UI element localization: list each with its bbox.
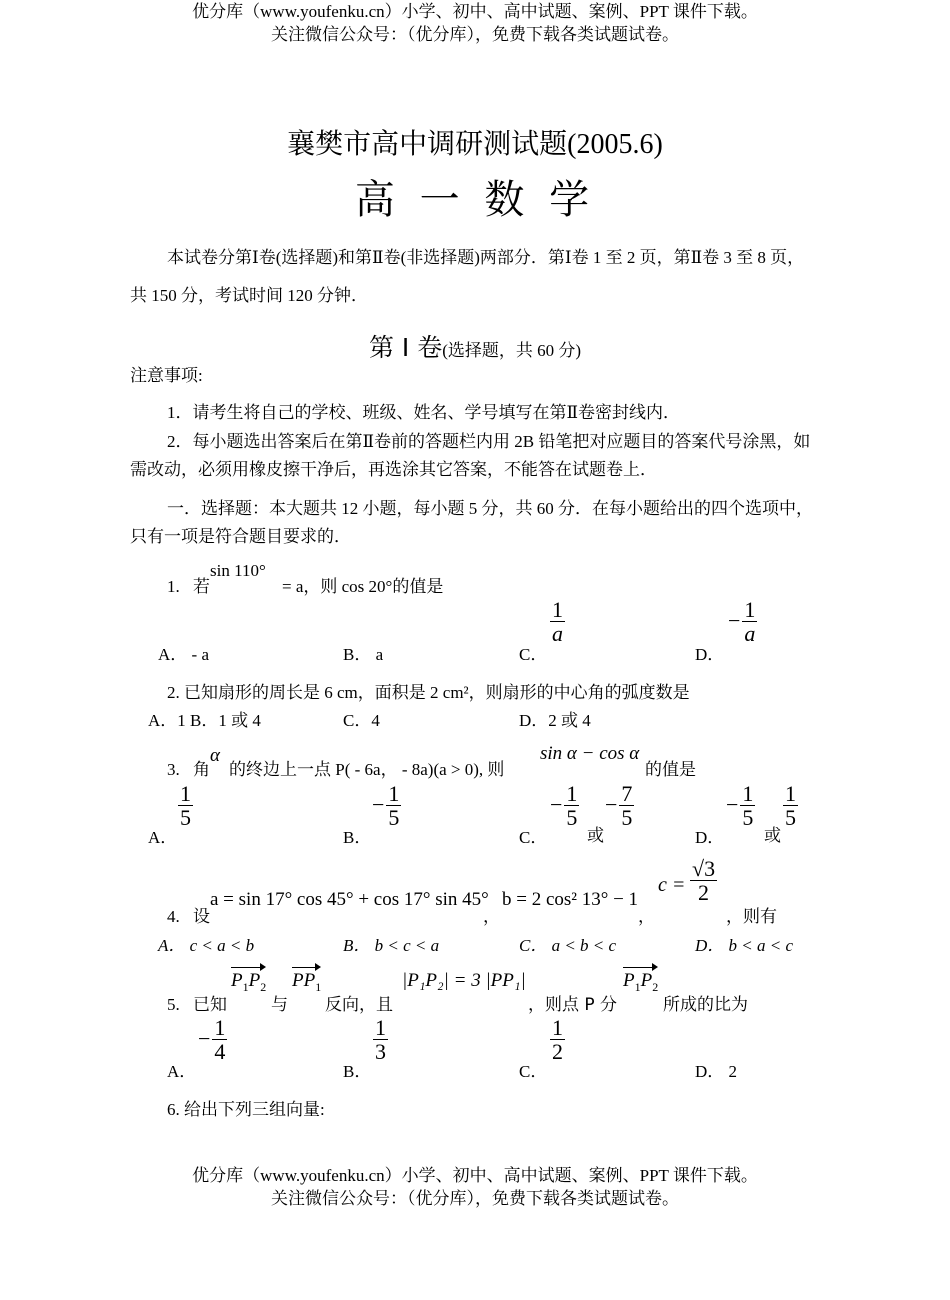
q1-option-d-fraction — [728, 598, 757, 645]
q4-comma-2: ， — [638, 907, 655, 926]
q5-option-b-label: B． — [343, 1062, 372, 1081]
fraction-numerator: 1 — [742, 781, 754, 806]
fraction-numerator: 1 — [566, 781, 578, 806]
notice-item-2a: 2．每小题选出答案后在第Ⅱ卷前的答题栏内用 2B 铅笔把对应题目的答案代号涂黑，如 — [167, 432, 811, 451]
fraction-denominator: 5 — [742, 805, 754, 831]
q4-option-c: C． a < b < c — [519, 936, 617, 955]
q3-option-c-fraction-1 — [550, 782, 579, 829]
fraction-denominator: 5 — [388, 805, 400, 831]
q4-prefix: 设 — [193, 907, 210, 927]
exam-title: 襄樊市高中调研测试题(2005.6) — [287, 129, 663, 160]
q4-option-b: B． b < c < a — [343, 936, 440, 955]
part-heading — [0, 333, 950, 363]
q5-abs-expression: |P₁P₂| = 3 |PP₁| — [402, 970, 526, 991]
subject-title: 高 一 数 学 — [354, 177, 596, 223]
q5-opposite: 反向，且 — [325, 995, 393, 1015]
q1-option-d-label: D． — [695, 645, 725, 664]
q3-prefix: 角 — [193, 760, 210, 780]
q1-option-a: A． - a — [158, 645, 209, 664]
fraction-numerator: √3 — [692, 856, 716, 881]
q1-option-c-label: C． — [519, 645, 548, 664]
q5-with: 与 — [271, 995, 288, 1015]
q5-option-d: D． 2 — [695, 1062, 738, 1081]
q5-vector-p1p2-b — [623, 970, 658, 994]
part-note: (选择题，共 60 分) — [442, 341, 582, 360]
q5-vector-p1p2 — [231, 970, 266, 994]
q1-number: 1. — [167, 577, 180, 596]
q5-then: ，则点 P 分 — [528, 995, 618, 1015]
q5-vector-pp1 — [292, 970, 321, 994]
q3-option-c-label: C． — [519, 828, 548, 847]
q3-number: 3. — [167, 760, 180, 779]
q3-option-a-fraction — [178, 782, 193, 829]
part-title: 第 Ⅰ 卷 — [368, 333, 443, 362]
fraction-numerator: 1 — [785, 781, 796, 806]
q5-number: 5. — [167, 995, 180, 1014]
q5-option-c-label: C． — [519, 1062, 548, 1081]
vector-pp1: $PP_1$ — [292, 970, 322, 994]
fraction-numerator: 7 — [621, 781, 633, 806]
minus-sign: − — [726, 792, 739, 818]
q1-fraction-numerator: sin 110° — [210, 561, 266, 580]
q4-option-a: A． c < a < b — [158, 936, 255, 955]
q4-comma-1: ， — [483, 907, 500, 926]
q6-stem: 6. 给出下列三组向量: — [167, 1100, 325, 1119]
fraction-denominator: 5 — [621, 805, 633, 831]
q4-option-d: D． b < a < c — [695, 936, 794, 955]
fraction-denominator: 5 — [180, 805, 191, 831]
minus-sign: − — [372, 792, 385, 818]
q3-option-c-fraction-2 — [605, 782, 634, 829]
q5-option-c-fraction — [550, 1016, 565, 1063]
q3-expression: sin α − cos α — [540, 743, 640, 764]
vector-p1p2: $P_1P_2$ — [623, 970, 659, 994]
q2-stem: 2. 已知扇形的周长是 6 cm，面积是 2 cm²，则扇形的中心角的弧度数是 — [167, 683, 690, 702]
fraction-numerator: 1 — [552, 597, 563, 622]
q3-option-b-fraction — [372, 782, 401, 829]
header-line-1: 优分库（www.youfenku.cn）小学、初中、高中试题、案例、PPT 课件下载。 — [192, 2, 758, 21]
q3-alpha: α — [210, 745, 220, 766]
section-1-line-1: 一．选择题：本大题共 12 小题，每小题 5 分，共 60 分．在每小题给出的四个选项中， — [167, 499, 813, 518]
q2-option-a-b: A．1 B．1 或 4 — [148, 711, 261, 730]
fraction-denominator: a — [744, 621, 756, 647]
fraction-numerator: 1 — [552, 1015, 563, 1040]
q1-option-c-fraction — [550, 598, 565, 645]
q4-c-fraction — [690, 857, 717, 904]
q3-option-c-or: 或 — [587, 826, 604, 846]
header-line-2: 关注微信公众号：（优分库），免费下载各类试题试卷。 — [271, 25, 679, 44]
fraction-denominator: a — [552, 621, 563, 647]
q2-option-d: D．2 或 4 — [519, 711, 591, 730]
q4-c-lhs: c = — [658, 874, 686, 896]
minus-sign: − — [605, 792, 618, 818]
q1-option-b: B． a — [343, 645, 384, 664]
minus-sign: − — [198, 1026, 211, 1052]
intro-line-2: 共 150 分，考试时间 120 分钟． — [130, 286, 368, 305]
q3-option-d-fraction-2 — [783, 782, 798, 829]
q3-suffix: 的值是 — [645, 760, 696, 780]
q4-suffix: ，则有 — [726, 907, 777, 927]
fraction-numerator: 1 — [214, 1015, 226, 1040]
q3-option-d-label: D． — [695, 828, 725, 847]
q5-prefix: 已知 — [193, 995, 227, 1015]
q3-option-a-label: A． — [148, 828, 178, 847]
fraction-denominator: 5 — [785, 805, 796, 831]
fraction-numerator: 1 — [744, 597, 756, 622]
notice-item-2b: 需改动，必须用橡皮擦干净后，再选涂其它答案，不能答在试题卷上． — [130, 460, 657, 479]
footer-line-1: 优分库（www.youfenku.cn）小学、初中、高中试题、案例、PPT 课件下载。 — [192, 1166, 758, 1185]
vector-p1p2: $P_1P_2$ — [231, 970, 267, 994]
fraction-denominator: 2 — [552, 1039, 563, 1065]
fraction-denominator: 2 — [698, 880, 710, 906]
q3-option-d-fraction-1 — [726, 782, 755, 829]
q5-option-b-fraction — [373, 1016, 388, 1063]
intro-line-1: 本试卷分第Ⅰ卷(选择题)和第Ⅱ卷(非选择题)两部分．第Ⅰ卷 1 至 2 页，第Ⅱ卷 3 至 8 页， — [167, 248, 805, 267]
q4-number: 4. — [167, 907, 180, 926]
q5-option-a-label: A． — [167, 1062, 197, 1081]
fraction-denominator: 3 — [375, 1039, 386, 1065]
q3-option-d-or: 或 — [764, 826, 781, 846]
minus-sign: − — [550, 792, 563, 818]
q5-ratio: 所成的比为 — [663, 995, 748, 1015]
q3-stem: 的终边上一点 P( - 6a， - 8a)(a > 0), 则 — [229, 760, 505, 779]
fraction-denominator: 5 — [566, 805, 578, 831]
fraction-numerator: 1 — [180, 781, 191, 806]
q1-stem: = a，则 cos 20°的值是 — [282, 577, 444, 596]
minus-sign: − — [728, 608, 741, 634]
q2-option-c: C．4 — [343, 711, 380, 730]
q1-prefix: 若 — [193, 577, 210, 597]
section-1-line-2: 只有一项是符合题目要求的． — [130, 527, 351, 546]
footer-line-2: 关注微信公众号：（优分库），免费下载各类试题试卷。 — [271, 1189, 679, 1208]
q4-a-expression: a = sin 17° cos 45° + cos 17° sin 45° — [210, 889, 489, 910]
fraction-numerator: 1 — [388, 781, 400, 806]
notice-heading: 注意事项: — [130, 366, 203, 385]
q4-b-expression: b = 2 cos² 13° − 1 — [502, 889, 639, 910]
notice-item-1: 1．请考生将自己的学校、班级、姓名、学号填写在第Ⅱ卷密封线内． — [167, 403, 681, 422]
q5-option-a-fraction — [198, 1016, 227, 1063]
fraction-numerator: 1 — [375, 1015, 386, 1040]
q3-option-b-label: B． — [343, 828, 372, 847]
fraction-denominator: 4 — [214, 1039, 226, 1065]
